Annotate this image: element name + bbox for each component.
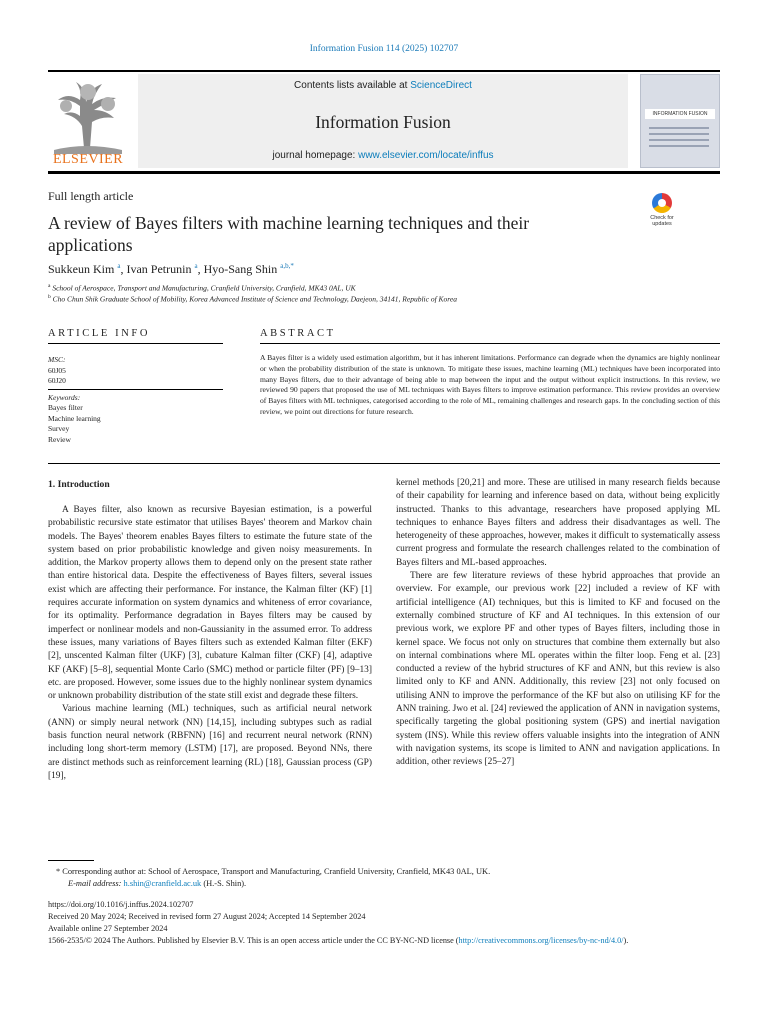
license-statement — [48, 935, 720, 947]
affiliation-marker: a — [48, 283, 51, 289]
crossmark-icon — [652, 193, 672, 213]
affiliation-text: Cho Chun Shik Graduate School of Mobility, Korea Advanced Institute of Science and Technology, Daejeon, 34141, Republic of Korea — [52, 294, 458, 304]
journal-cover-thumbnail[interactable] — [640, 74, 720, 168]
abstract-rule — [260, 343, 720, 344]
cover-title: INFORMATION FUSION — [645, 109, 715, 119]
email-link[interactable]: h.shin@cranfield.ac.uk — [123, 879, 202, 888]
footnote-marker: * — [56, 867, 61, 876]
left-column — [48, 504, 372, 783]
available-online: Available online 27 September 2024 — [48, 924, 168, 933]
article-title — [48, 212, 608, 256]
email-label: E-mail address: — [68, 879, 122, 888]
homepage-prefix: journal homepage: — [272, 150, 356, 161]
license-prefix: 1566-2535/© 2024 The Authors. Published by Elsevier B.V. This is an open access article under the CC BY-NC-ND license ( — [48, 936, 459, 945]
author-affil-marker[interactable]: a — [194, 262, 198, 270]
body-paragraph: There are few literature reviews of these hybrid approaches that provide an overview. For example, our previous work [22] included a review of KF with artificial intelligence (AI) techniques, but this is limited to KF and focused on the externally combined structure of KF and AI techniques. In this extension of our previous work, we explore PF and other types of Bayes filters, including those in kernel space. We focus not only on structures that combine them externally but also on internal combinations where ML operates within the filter loop. Feng et al. [23] conducted a review of the hybrid structures of KF and ANN, but this review is also limited only to KF and ANN. Additionally, this review [23] not only focused on utilising ANN to improve the performance of the KF but also on utilising KF for the ANN training. Jwo et al. [24] reviewed the application of ANN in navigation systems, specifically targeting the global positioning system (GPS) and inertial navigation system (INS). While this review offers valuable insights into the integration of ANN with navigation systems, its scope is limited to ANN and navigation applications. In addition, other reviews [25–27] — [396, 571, 720, 768]
title-line-1: A review of Bayes filters with machine learning techniques and their — [48, 213, 530, 233]
license-suffix: ). — [623, 936, 629, 945]
affiliation — [48, 283, 356, 293]
contents-line — [138, 80, 628, 91]
homepage-link[interactable]: www.elsevier.com/locate/inffus — [358, 150, 494, 161]
affiliation-marker: b — [48, 294, 51, 300]
header-thick-rule — [48, 171, 720, 174]
author-name[interactable]: Hyo-Sang Shin — [203, 262, 278, 276]
info-rule — [48, 343, 223, 344]
article-info — [48, 355, 223, 445]
corresponding-author-text: Corresponding author at: School of Aerospace, Transport and Manufacturing, Cranfield University, Cranfield, MK43 0AL, UK. — [62, 867, 491, 876]
journal-reference[interactable]: Information Fusion 114 (2025) 102707 — [309, 44, 459, 54]
author-name[interactable]: Ivan Petrunin — [126, 262, 192, 276]
journal-title: Information Fusion — [315, 112, 451, 132]
abstract-text: A Bayes filter is a widely used estimation algorithm, but it has inherent limitations. Performance can degrade when the dynamics are highly nonlinear or when the probability distribution of the state is unknown. To mitigate these issues, machine learning (ML) techniques have been incorporated into many Bayes filters, due to their advantage of being able to map between the input and the output without explicit instructions. In this review, we reviewed 90 papers that proposed the use of ML techniques with Bayes filters to improve estimation performance. This review provides an overview of Bayes filters with ML techniques, categorised according to the role of ML, remaining challenges and research gaps. In the concluding section of this review, we point out directions for future research. — [260, 353, 720, 416]
license-link[interactable]: http://creativecommons.org/licenses/by-nc-nd/4.0/ — [458, 936, 624, 945]
keywords-label: Keywords: — [48, 392, 81, 402]
crossmark-label: Check for updates — [650, 215, 674, 227]
contents-prefix: Contents lists available at — [294, 80, 408, 91]
author-affil-marker[interactable]: a — [117, 262, 121, 270]
section-divider — [48, 463, 720, 464]
keyword: Review — [48, 434, 71, 444]
author-name[interactable]: Sukkeun Kim — [48, 262, 115, 276]
crossmark-badge[interactable] — [646, 193, 678, 229]
author-list: Sukkeun Kim $^a$, Ivan Petrunin $^a$, Hyo-Sang Shin $^{a,b,*}$ — [48, 262, 294, 276]
msc-label: MSC: — [48, 355, 66, 364]
footnote-email — [68, 878, 246, 890]
publisher-wordmark: ELSEVIER — [52, 152, 124, 167]
homepage-line — [138, 150, 628, 161]
top-rule — [48, 70, 720, 72]
keyword: Survey — [48, 424, 70, 433]
footnote-rule — [48, 860, 94, 861]
keyword: Bayes filter — [48, 403, 83, 412]
article-info-heading: ARTICLE INFO — [48, 328, 151, 339]
right-column — [396, 477, 720, 770]
cover-decoration — [649, 127, 709, 151]
author-affil-marker[interactable]: a,b,* — [280, 262, 294, 270]
body-paragraph: A Bayes filter, also known as recursive Bayesian estimation, is a powerful probabilistic recursive state estimator that utilises Bayes' theorem and Markov chain models. The Bayes' theorem enables Bayes filters to estimate the future state of the system based on prior probabilistic knowledge and given noisy measurements. In addition, the Markov property allows them to depend only on the present state rather than entire historical data. Despite the effectiveness of Bayes filters, several issues exist which are affecting their performance. For instance, the Kalman filter (KF) [1] requires accurate information on system dynamics and whiteness of error covariance, for its optimality. Performance degradation in Bayes filters may be caused by imperfect or nonlinear models and non-Gaussianity in the assumed error. To address these issues, many variations of Bayes filters such as extended Kalman filter (EKF) [2], unscented Kalman filter (UKF) [3], cubature Kalman filter (CKF) [4], adaptive KF (AKF) [5–8], sequential Monte Carlo (SMC) method or particle filter (PF) [9–13] etc. are proposed. However, some issues due to the highly nonlinear system dynamics or unknown probability distribution of the state still exist and degrade these filters. — [48, 505, 372, 702]
abstract-heading: ABSTRACT — [260, 328, 336, 339]
msc-code: 60J20 — [48, 376, 66, 385]
body-paragraph: Various machine learning (ML) techniques, such as artificial neural network (ANN) or simply neural network (NN) [14,15], including subtypes such as radial basis function neural network (RBFNN) [16] and recurrent neural network (RNN) including long short-term memory (LSTM) [17], are proposed. Beyond NNs, there are distinct methods such as reinforcement learning (RL) [18], Gaussian process (GP) [19], — [48, 704, 372, 781]
introduction-heading: 1. Introduction — [48, 479, 110, 490]
email-suffix: (H.-S. Shin). — [203, 879, 247, 888]
received-dates: Received 20 May 2024; Received in revised form 27 August 2024; Accepted 14 September 2024 — [48, 912, 366, 921]
body-paragraph: kernel methods [20,21] and more. These are utilised in many research fields because of their capability for learning and inference based on data, without being explicitly instructed. Thanks to this advantage, researchers have proposed applying ML techniques to enhance Bayes filters and address their disadvantages as well. The heterogeneity of these approaches, however, makes it difficult to systematically assess current progress and formulate the research challenges related to the combination of Bayes filters and ML-based approaches. — [396, 478, 720, 568]
keyword: Machine learning — [48, 413, 101, 423]
title-line-2: applications — [48, 235, 133, 255]
info-divider — [48, 389, 223, 390]
article-type: Full length article — [48, 189, 134, 203]
affiliation — [48, 294, 457, 304]
doi-link[interactable]: https://doi.org/10.1016/j.inffus.2024.102707 — [48, 900, 194, 909]
msc-code: 60J05 — [48, 365, 66, 375]
affiliation-text: School of Aerospace, Transport and Manufacturing, Cranfield University, Cranfield, MK43 0AL, UK — [52, 283, 356, 293]
sciencedirect-link[interactable]: ScienceDirect — [410, 80, 472, 91]
footnote-corresponding — [56, 866, 490, 878]
